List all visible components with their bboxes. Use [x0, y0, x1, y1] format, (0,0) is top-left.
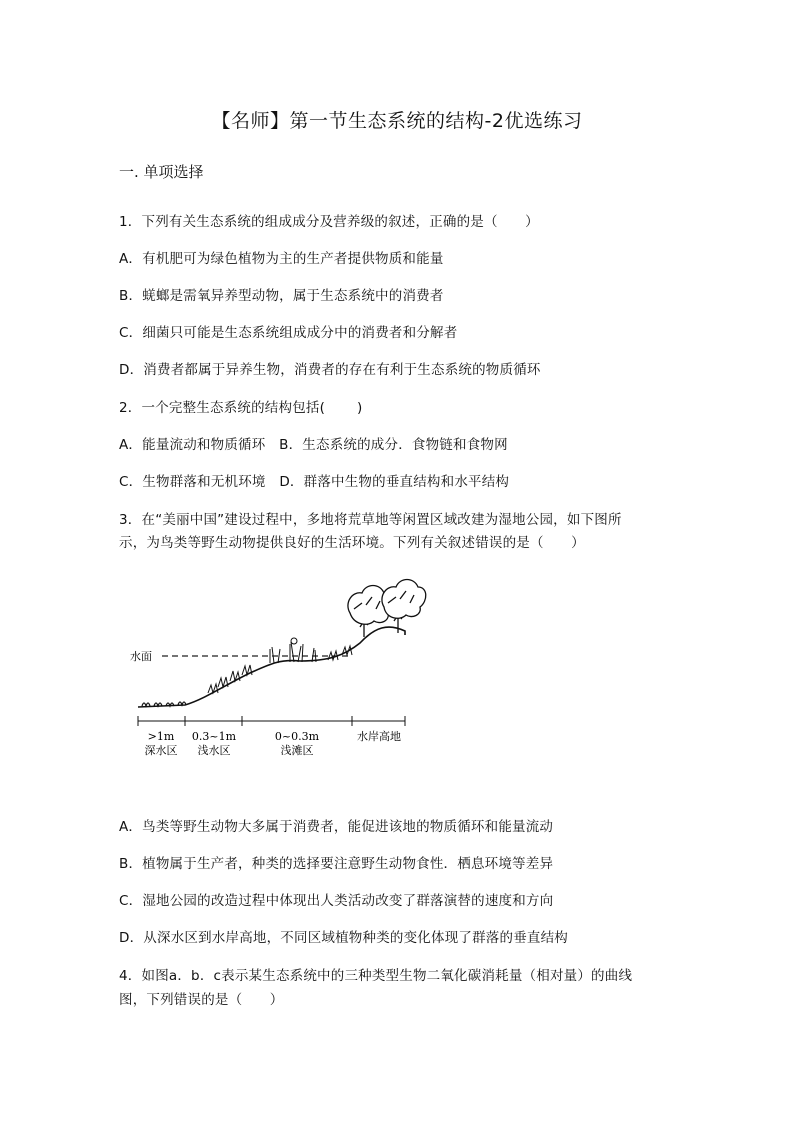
q2-options-cd: C．生物群落和无机环境 D．群落中生物的垂直结构和水平结构: [119, 474, 510, 490]
wetland-cross-section: [130, 575, 430, 765]
q1-option-c: C．细菌只可能是生态系统组成成分中的消费者和分解者: [119, 325, 458, 341]
deep-zone-depth: >1m: [147, 730, 175, 743]
shoal-reeds: [270, 638, 352, 663]
q4-stem-line1: 4．如图a．b．c表示某生态系统中的三种类型生物二氧化碳消耗量（相对量）的曲线: [119, 968, 633, 984]
section-heading: 一. 单项选择: [119, 163, 204, 181]
shallow-zone-name: 浅水区: [197, 744, 231, 757]
q1-stem: 1．下列有关生态系统的组成成分及营养级的叙述，正确的是（ ）: [119, 214, 539, 230]
wetland-figure: [130, 575, 430, 769]
shoal-zone-name: 浅滩区: [280, 744, 314, 757]
q3-option-b: B．植物属于生产者，种类的选择要注意野生动物食性．栖息环境等差异: [119, 856, 554, 872]
q3-stem-line1: 3．在“美丽中国”建设过程中，多地将荒草地等闲置区域改建为湿地公园，如下图所: [119, 512, 622, 528]
q1-option-d: D．消费者都属于异养生物，消费者的存在有利于生态系统的物质循环: [119, 362, 541, 378]
bank-zone-name: 水岸高地: [357, 730, 401, 743]
page-title: 【名师】第一节生态系统的结构-2优选练习: [211, 110, 583, 132]
q3-option-c: C．湿地公园的改造过程中体现出人类活动改变了群落演替的速度和方向: [119, 893, 554, 909]
q1-option-b: B．蜣螂是需氧异养型动物，属于生态系统中的消费者: [119, 288, 444, 304]
shallow-zone-depth: 0.3~1m: [191, 730, 237, 743]
deep-zone-name: 深水区: [144, 744, 178, 757]
shoal-zone-depth: 0~0.3m: [274, 730, 320, 743]
water-surface-label: 水面: [130, 650, 152, 663]
terrain-profile: [138, 627, 405, 707]
bank-trees: [348, 580, 426, 638]
q1-option-a: A．有机肥可为绿色植物为主的生产者提供物质和能量: [119, 251, 444, 267]
q4-stem-line2: 图，下列错误的是（ ）: [119, 992, 284, 1008]
q3-stem-line2: 示，为鸟类等野生动物提供良好的生活环境。下列有关叙述错误的是（ ）: [119, 535, 585, 551]
q2-options-ab: A．能量流动和物质循环 B．生态系统的成分．食物链和食物网: [119, 437, 508, 453]
q2-stem: 2．一个完整生态系统的结构包括( ): [119, 400, 363, 416]
q3-option-a: A．鸟类等野生动物大多属于消费者，能促进该地的物质循环和能量流动: [119, 819, 554, 835]
zone-scale: [138, 716, 405, 726]
shallow-water-plants: [208, 665, 252, 693]
q3-option-d: D．从深水区到水岸高地，不同区域植物种类的变化体现了群落的垂直结构: [119, 930, 568, 946]
